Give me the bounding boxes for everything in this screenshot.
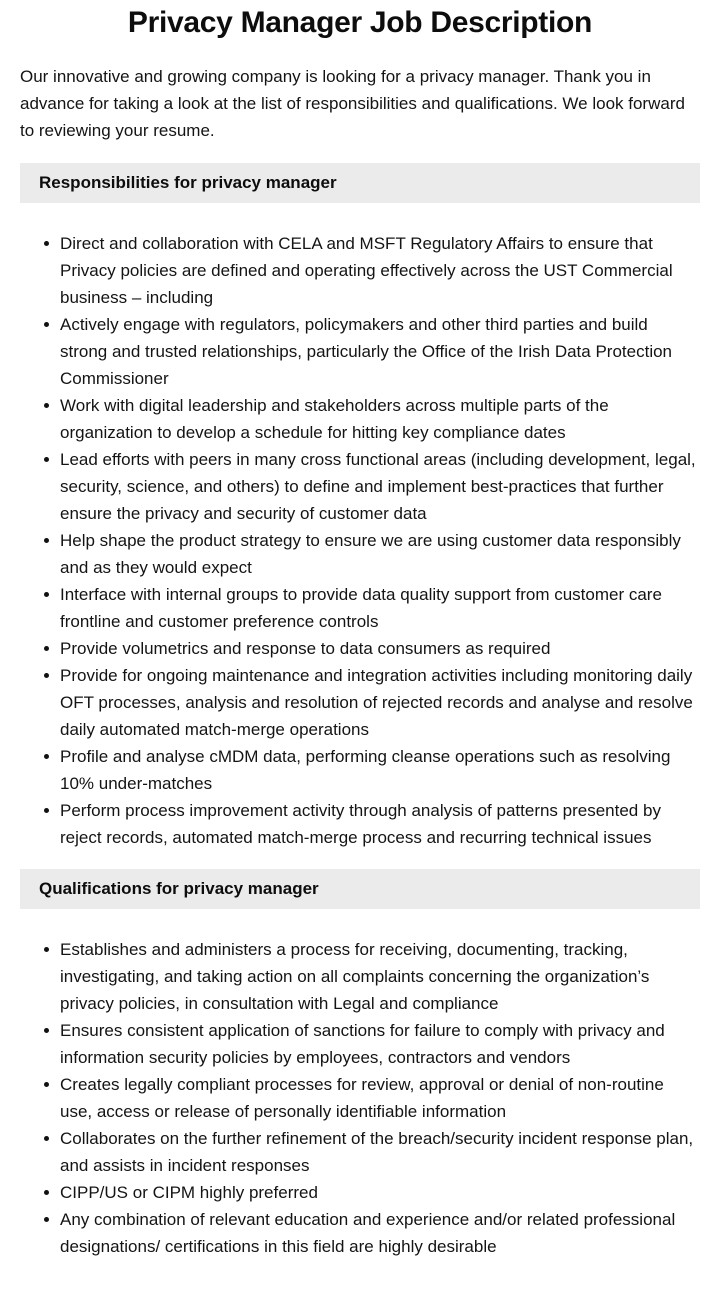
section-heading-responsibilities (20, 163, 700, 203)
list-item: Provide for ongoing maintenance and integration activities including monitoring daily OFT processes, analysis and resolution of rejected records and analyse and resolve daily automated match-merge operations (20, 662, 696, 743)
page-title: Privacy Manager Job Description (127, 6, 593, 39)
section-heading-label: Responsibilities for privacy manager (39, 173, 337, 192)
list-item: Direct and collaboration with CELA and MSFT Regulatory Affairs to ensure that Privacy policies are defined and operating effectively across the UST Commercial business – including (20, 230, 696, 311)
list-item: Ensures consistent application of sanctions for failure to comply with privacy and information security policies by employees, contractors and vendors (20, 1017, 696, 1071)
list-item: Actively engage with regulators, policymakers and other third parties and build strong and trusted relationships, particularly the Office of the Irish Data Protection Commissioner (20, 311, 696, 392)
list-item: Any combination of relevant education and experience and/or related professional designations/ certifications in this field are highly desirable (20, 1206, 696, 1260)
list-item: Interface with internal groups to provide data quality support from customer care frontline and customer preference controls (20, 581, 696, 635)
list-item: CIPP/US or CIPM highly preferred (20, 1179, 696, 1206)
qualifications-list (20, 936, 700, 1260)
responsibilities-list (20, 230, 700, 851)
list-item: Work with digital leadership and stakeholders across multiple parts of the organization to develop a schedule for hitting key compliance dates (20, 392, 696, 446)
list-item: Lead efforts with peers in many cross functional areas (including development, legal, security, science, and others) to define and implement best-practices that further ensure the privacy and security of customer data (20, 446, 696, 527)
list-item: Creates legally compliant processes for review, approval or denial of non-routine use, access or release of personally identifiable information (20, 1071, 696, 1125)
list-item: Provide volumetrics and response to data consumers as required (20, 635, 696, 662)
list-item: Collaborates on the further refinement of the breach/security incident response plan, and assists in incident responses (20, 1125, 696, 1179)
section-heading-label: Qualifications for privacy manager (39, 879, 319, 898)
intro-paragraph: Our innovative and growing company is looking for a privacy manager. Thank you in advance for taking a look at the list of responsibilities and qualifications. We look forward to reviewing your resume. (20, 67, 685, 140)
list-item: Perform process improvement activity through analysis of patterns presented by reject records, automated match-merge process and recurring technical issues (20, 797, 696, 851)
list-item: Establishes and administers a process for receiving, documenting, tracking, investigating, and taking action on all complaints concerning the organization’s privacy policies, in consultation with Legal and compliance (20, 936, 696, 1017)
list-item: Profile and analyse cMDM data, performing cleanse operations such as resolving 10% under-matches (20, 743, 696, 797)
list-item: Help shape the product strategy to ensure we are using customer data responsibly and as they would expect (20, 527, 696, 581)
section-heading-qualifications (20, 869, 700, 909)
